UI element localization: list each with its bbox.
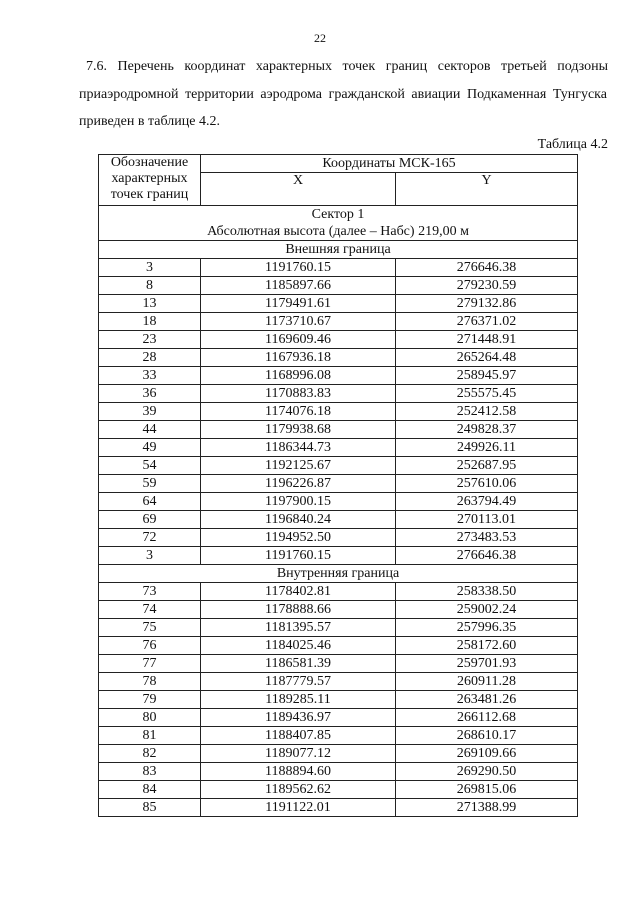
y-coordinate-cell: 279132.86	[396, 295, 578, 313]
y-coordinate-cell: 279230.59	[396, 277, 578, 295]
point-number-cell: 23	[99, 331, 201, 349]
table-row	[99, 799, 578, 817]
table-caption: Таблица 4.2	[537, 137, 608, 152]
point-number-cell: 18	[99, 313, 201, 331]
y-coordinate-cell: 249828.37	[396, 421, 578, 439]
coordinates-table	[98, 154, 578, 817]
point-number-cell: 59	[99, 475, 201, 493]
y-coordinate-cell: 269290.50	[396, 763, 578, 781]
table-row	[99, 349, 578, 367]
point-number-cell: 75	[99, 619, 201, 637]
point-number-cell: 28	[99, 349, 201, 367]
y-coordinate-cell: 269109.66	[396, 745, 578, 763]
y-coordinate-cell: 271388.99	[396, 799, 578, 817]
x-coordinate-cell: 1184025.46	[201, 637, 396, 655]
point-number-cell: 39	[99, 403, 201, 421]
point-number-cell: 76	[99, 637, 201, 655]
y-coordinate-cell: 268610.17	[396, 727, 578, 745]
point-number-cell: 49	[99, 439, 201, 457]
table-row	[99, 295, 578, 313]
x-coordinate-cell: 1168996.08	[201, 367, 396, 385]
table-row	[99, 601, 578, 619]
header-x: X	[201, 173, 396, 206]
table-row	[99, 403, 578, 421]
table-row	[99, 673, 578, 691]
y-coordinate-cell: 263794.49	[396, 493, 578, 511]
point-number-cell: 82	[99, 745, 201, 763]
point-number-cell: 8	[99, 277, 201, 295]
point-number-cell: 44	[99, 421, 201, 439]
point-number-cell: 3	[99, 547, 201, 565]
header-coordinates-system: Координаты МСК-165	[201, 155, 578, 173]
table-row	[99, 655, 578, 673]
sector-row	[99, 206, 578, 241]
point-number-cell: 33	[99, 367, 201, 385]
sector-altitude: Абсолютная высота (далее – Набс) 219,00 м	[207, 224, 469, 239]
point-number-cell: 79	[99, 691, 201, 709]
table-row	[99, 367, 578, 385]
table-row	[99, 385, 578, 403]
table-row	[99, 547, 578, 565]
outer-boundary-title-row	[99, 241, 578, 259]
x-coordinate-cell: 1187779.57	[201, 673, 396, 691]
y-coordinate-cell: 252412.58	[396, 403, 578, 421]
y-coordinate-cell: 276371.02	[396, 313, 578, 331]
point-number-cell: 13	[99, 295, 201, 313]
y-coordinate-cell: 257610.06	[396, 475, 578, 493]
point-number-cell: 80	[99, 709, 201, 727]
table-row	[99, 475, 578, 493]
point-number-cell: 78	[99, 673, 201, 691]
y-coordinate-cell: 258338.50	[396, 583, 578, 601]
point-number-cell: 77	[99, 655, 201, 673]
y-coordinate-cell: 269815.06	[396, 781, 578, 799]
table-row	[99, 709, 578, 727]
x-coordinate-cell: 1169609.46	[201, 331, 396, 349]
point-number-cell: 84	[99, 781, 201, 799]
y-coordinate-cell: 273483.53	[396, 529, 578, 547]
x-coordinate-cell: 1189285.11	[201, 691, 396, 709]
outer-boundary-title: Внешняя граница	[99, 241, 578, 259]
x-coordinate-cell: 1173710.67	[201, 313, 396, 331]
point-number-cell: 81	[99, 727, 201, 745]
y-coordinate-cell: 276646.38	[396, 259, 578, 277]
table-row	[99, 637, 578, 655]
paragraph-line-2: приаэродромной территории аэродрома гражданской авиации Подкаменная Тунгуска	[79, 87, 607, 102]
table-row	[99, 763, 578, 781]
point-number-cell: 74	[99, 601, 201, 619]
y-coordinate-cell: 260911.28	[396, 673, 578, 691]
x-coordinate-cell: 1178888.66	[201, 601, 396, 619]
table-row	[99, 727, 578, 745]
y-coordinate-cell: 259002.24	[396, 601, 578, 619]
table-row	[99, 583, 578, 601]
x-coordinate-cell: 1196840.24	[201, 511, 396, 529]
point-number-cell: 73	[99, 583, 201, 601]
table-row	[99, 457, 578, 475]
table-row	[99, 529, 578, 547]
point-number-cell: 83	[99, 763, 201, 781]
y-coordinate-cell: 263481.26	[396, 691, 578, 709]
table-row	[99, 331, 578, 349]
y-coordinate-cell: 270113.01	[396, 511, 578, 529]
y-coordinate-cell: 258172.60	[396, 637, 578, 655]
y-coordinate-cell: 258945.97	[396, 367, 578, 385]
x-coordinate-cell: 1191122.01	[201, 799, 396, 817]
page-number: 22	[314, 31, 326, 45]
y-coordinate-cell: 259701.93	[396, 655, 578, 673]
y-coordinate-cell: 276646.38	[396, 547, 578, 565]
x-coordinate-cell: 1192125.67	[201, 457, 396, 475]
x-coordinate-cell: 1179938.68	[201, 421, 396, 439]
point-number-cell: 3	[99, 259, 201, 277]
y-coordinate-cell: 249926.11	[396, 439, 578, 457]
x-coordinate-cell: 1189562.62	[201, 781, 396, 799]
x-coordinate-cell: 1167936.18	[201, 349, 396, 367]
inner-boundary-title: Внутренняя граница	[99, 565, 578, 583]
table-row	[99, 439, 578, 457]
table-row	[99, 313, 578, 331]
paragraph-line-3: приведен в таблице 4.2.	[79, 114, 220, 129]
y-coordinate-cell: 257996.35	[396, 619, 578, 637]
table-row	[99, 493, 578, 511]
sector-title: Сектор 1	[311, 207, 365, 222]
x-coordinate-cell: 1186344.73	[201, 439, 396, 457]
table-row	[99, 421, 578, 439]
table-row	[99, 781, 578, 799]
y-coordinate-cell: 252687.95	[396, 457, 578, 475]
x-coordinate-cell: 1174076.18	[201, 403, 396, 421]
x-coordinate-cell: 1186581.39	[201, 655, 396, 673]
x-coordinate-cell: 1188894.60	[201, 763, 396, 781]
y-coordinate-cell: 255575.45	[396, 385, 578, 403]
x-coordinate-cell: 1197900.15	[201, 493, 396, 511]
table-row	[99, 619, 578, 637]
point-number-cell: 64	[99, 493, 201, 511]
x-coordinate-cell: 1181395.57	[201, 619, 396, 637]
x-coordinate-cell: 1196226.87	[201, 475, 396, 493]
x-coordinate-cell: 1191760.15	[201, 259, 396, 277]
x-coordinate-cell: 1179491.61	[201, 295, 396, 313]
table-row	[99, 745, 578, 763]
x-coordinate-cell: 1170883.83	[201, 385, 396, 403]
point-number-cell: 85	[99, 799, 201, 817]
y-coordinate-cell: 271448.91	[396, 331, 578, 349]
point-number-cell: 54	[99, 457, 201, 475]
table-row	[99, 259, 578, 277]
point-number-cell: 36	[99, 385, 201, 403]
x-coordinate-cell: 1191760.15	[201, 547, 396, 565]
x-coordinate-cell: 1189077.12	[201, 745, 396, 763]
table-header-row	[99, 155, 578, 173]
y-coordinate-cell: 265264.48	[396, 349, 578, 367]
sector-title-cell	[99, 206, 578, 241]
x-coordinate-cell: 1185897.66	[201, 277, 396, 295]
x-coordinate-cell: 1188407.85	[201, 727, 396, 745]
table-row	[99, 511, 578, 529]
inner-boundary-title-row	[99, 565, 578, 583]
header-point-designation: Обозначение характерных точек границ	[99, 155, 201, 206]
point-number-cell: 69	[99, 511, 201, 529]
x-coordinate-cell: 1189436.97	[201, 709, 396, 727]
table-row	[99, 277, 578, 295]
point-number-cell: 72	[99, 529, 201, 547]
header-y: Y	[396, 173, 578, 206]
x-coordinate-cell: 1194952.50	[201, 529, 396, 547]
x-coordinate-cell: 1178402.81	[201, 583, 396, 601]
table-row	[99, 691, 578, 709]
y-coordinate-cell: 266112.68	[396, 709, 578, 727]
paragraph-line-1: 7.6. Перечень координат характерных точек границ секторов третьей подзоны	[86, 59, 608, 74]
